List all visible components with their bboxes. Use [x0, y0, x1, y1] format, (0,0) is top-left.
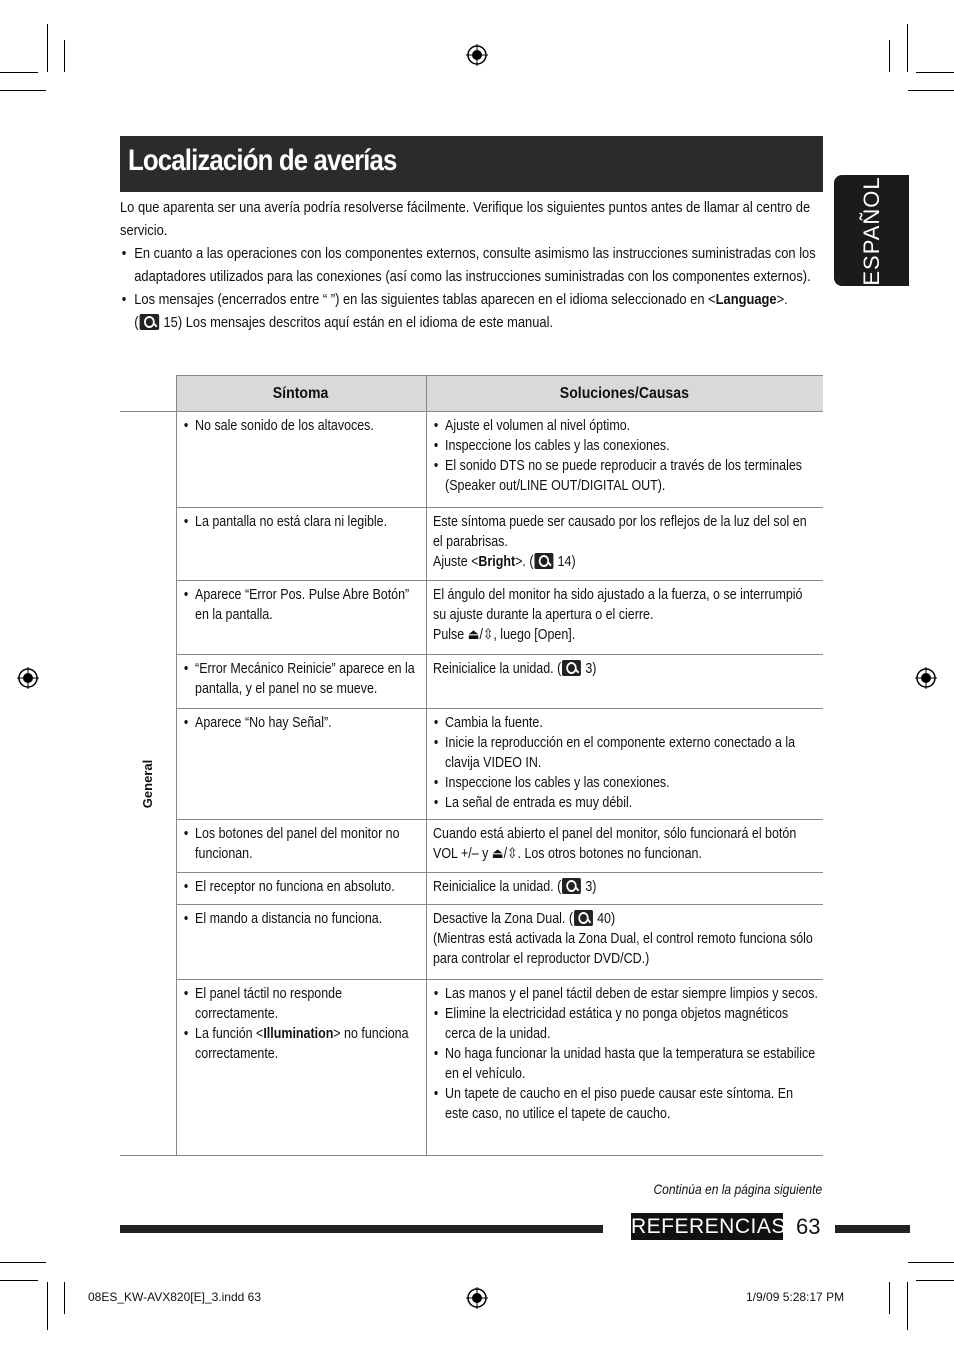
solution-cell — [426, 820, 823, 873]
symptom-item: • Los botones del panel del monitor no funcionan. — [195, 824, 421, 864]
bright-setting-name: Bright — [477, 554, 515, 570]
solution-item: • Inspeccione los cables y las conexiones. — [445, 773, 819, 793]
table-row — [120, 980, 823, 1156]
troubleshooting-table — [120, 375, 823, 1156]
solution-item: • Las manos y el panel táctil deben de estar siempre limpios y secos. — [445, 984, 819, 1004]
registration-mark-icon — [466, 44, 488, 66]
solution-cell — [426, 655, 823, 709]
section-label: REFERENCIAS — [631, 1215, 786, 1238]
solution-text: (Mientras está activada la Zona Dual, el control remoto funciona sólo para controlar el reproductor DVD/CD.) — [432, 931, 813, 967]
crop-mark — [907, 24, 908, 72]
intro-ref-open: ( — [134, 315, 139, 331]
crop-mark — [0, 90, 46, 91]
solution-text-part: Cuando está abierto el panel del monitor, sólo funcionará el botón VOL +/– y — [432, 826, 796, 862]
crop-mark — [0, 1280, 38, 1281]
solution-text-part: >. ( — [514, 554, 533, 570]
registration-mark-icon — [17, 667, 39, 689]
illumination-setting-name: Illumination — [262, 1026, 333, 1042]
page-reference-number: 3) — [584, 661, 596, 677]
crop-mark — [0, 72, 38, 73]
solution-text — [433, 877, 819, 897]
table-header-solution-label: Soluciones/Causas — [560, 384, 690, 402]
eject-tilt-icon: ⏏/⇳ — [467, 627, 493, 643]
solution-item: • Inspeccione los cables y las conexiones. — [445, 436, 819, 456]
solution-cell — [426, 581, 823, 655]
crop-mark — [889, 1282, 890, 1314]
solution-text — [433, 824, 819, 864]
symptom-cell — [176, 820, 426, 873]
solution-item: • La señal de entrada es muy débil. — [445, 793, 819, 813]
solution-text-part: . Los otros botones no funcionan. — [517, 846, 702, 862]
crop-mark — [64, 40, 65, 72]
symptom-text-part: La función < — [194, 1026, 263, 1042]
symptom-item: • Aparece “Error Pos. Pulse Abre Botón” en la pantalla. — [195, 585, 421, 625]
intro-section — [120, 197, 823, 335]
intro-bullet — [134, 243, 823, 289]
crop-mark — [916, 72, 954, 73]
table-row — [120, 655, 823, 709]
solution-item: • Cambia la fuente. — [445, 713, 819, 733]
category-cell — [120, 412, 176, 1156]
table-row — [120, 873, 823, 905]
language-tab-label: ESPAÑOL — [858, 175, 884, 286]
symptom-cell — [176, 873, 426, 905]
page-title: Localización de averías — [128, 144, 397, 177]
solution-text — [433, 552, 819, 572]
eject-tilt-icon: ⏏/⇳ — [491, 846, 518, 862]
intro-bullet — [134, 289, 823, 335]
crop-mark — [916, 1280, 954, 1281]
language-tab — [834, 175, 909, 286]
slug-timestamp: 1/9/09 5:28:17 PM — [746, 1290, 845, 1304]
solution-text — [433, 909, 819, 929]
solution-text-part: , luego [Open]. — [492, 627, 575, 643]
solution-item: • Un tapete de caucho en el piso puede causar este síntoma. En este caso, no utilice el tapete de caucho. — [445, 1084, 819, 1124]
page-reference-icon — [573, 910, 592, 926]
page-reference-icon — [534, 553, 553, 569]
solution-text — [433, 625, 819, 645]
solution-cell — [426, 412, 823, 508]
solution-text-part: Ajuste < — [432, 554, 478, 570]
symptom-item: • No sale sonido de los altavoces. — [195, 416, 421, 436]
intro-reference-text: 15) Los mensajes descritos aquí están en el idioma de este manual. — [163, 315, 554, 331]
table-row — [120, 581, 823, 655]
solution-cell — [426, 873, 823, 905]
symptom-cell — [176, 412, 426, 508]
symptom-cell — [176, 508, 426, 581]
title-bar — [120, 136, 823, 192]
crop-mark — [908, 1262, 954, 1263]
symptom-item: • Aparece “No hay Señal”. — [195, 713, 421, 733]
solution-text-part: Reinicialice la unidad. ( — [432, 661, 561, 677]
symptom-item — [195, 1024, 421, 1064]
symptom-cell — [176, 980, 426, 1156]
registration-mark-icon — [466, 1287, 488, 1309]
solution-item: • Inicie la reproducción en el componente externo conectado a la clavija VIDEO IN. — [445, 733, 819, 773]
crop-mark — [64, 1282, 65, 1314]
table-row — [120, 508, 823, 581]
intro-paragraph: Lo que aparenta ser una avería podría resolverse fácilmente. Verifique los siguientes puntos antes de llamar al centro de servicio. — [120, 200, 811, 239]
symptom-item: • El mando a distancia no funciona. — [195, 909, 421, 929]
crop-mark — [908, 90, 954, 91]
page-reference-number: 14) — [557, 554, 576, 570]
symptom-cell — [176, 709, 426, 820]
symptom-text-part: > no funciona correctamente. — [194, 1026, 409, 1062]
crop-mark — [0, 1262, 46, 1263]
solution-item: • No haga funcionar la unidad hasta que la temperatura se estabilice en el vehículo. — [445, 1044, 819, 1084]
page-reference-number: 3) — [584, 879, 596, 895]
symptom-item: • El receptor no funciona en absoluto. — [195, 877, 421, 897]
symptom-cell — [176, 655, 426, 709]
crop-mark — [907, 1282, 908, 1330]
page-reference-icon — [139, 314, 159, 330]
solution-text: El ángulo del monitor ha sido ajustado a la fuerza, o se interrumpió su ajuste durante la apertura o el cierre. — [432, 587, 802, 623]
table-header-symptom-label: Síntoma — [273, 384, 329, 402]
page-reference-number: 40) — [596, 911, 615, 927]
crop-mark — [47, 24, 48, 72]
registration-mark-icon — [915, 667, 937, 689]
slug-filename: 08ES_KW-AVX820[E]_3.indd 63 — [88, 1290, 262, 1304]
intro-list — [120, 243, 823, 335]
footer-rule — [835, 1225, 910, 1233]
table-header-blank — [120, 376, 176, 412]
solution-text: Este síntoma puede ser causado por los reflejos de la luz del sol en el parabrisas. — [432, 514, 807, 550]
language-setting-name: Language — [715, 292, 777, 308]
table-header-solution — [426, 376, 823, 412]
solution-text-part: Desactive la Zona Dual. ( — [432, 911, 573, 927]
solution-cell — [426, 709, 823, 820]
solution-cell — [426, 980, 823, 1156]
page-number: 63 — [796, 1214, 821, 1239]
solution-text — [433, 659, 819, 679]
symptom-item: • La pantalla no está clara ni legible. — [195, 512, 421, 532]
page-reference-icon — [562, 878, 581, 894]
solution-cell — [426, 508, 823, 581]
solution-item: • Elimine la electricidad estática y no ponga objetos magnéticos cerca de la unidad. — [445, 1004, 819, 1044]
symptom-cell — [176, 581, 426, 655]
crop-mark — [889, 40, 890, 72]
solution-cell — [426, 905, 823, 980]
intro-bullet-text: En cuanto a las operaciones con los componentes externos, consulte asimismo las instrucciones suministradas con los adaptadores utilizados para las conexiones (así como las instrucciones suministradas con los componentes externos). — [134, 246, 816, 285]
table-header-row — [120, 376, 823, 412]
intro-bullet-text: >. — [776, 292, 788, 308]
table-row — [120, 709, 823, 820]
category-label: General — [140, 759, 155, 808]
symptom-item: • El panel táctil no responde correctamente. — [195, 984, 421, 1024]
crop-mark — [47, 1282, 48, 1330]
footer-rule — [120, 1225, 603, 1233]
table-row — [120, 412, 823, 508]
solution-text-part: Reinicialice la unidad. ( — [432, 879, 561, 895]
symptom-cell — [176, 905, 426, 980]
solution-text-part: Pulse — [432, 627, 468, 643]
table-header-symptom — [176, 376, 426, 412]
table-row — [120, 820, 823, 873]
solution-item: • Ajuste el volumen al nivel óptimo. — [445, 416, 819, 436]
intro-bullet-text: Los mensajes (encerrados entre “ ”) en las siguientes tablas aparecen en el idioma seleccionado en < — [134, 292, 716, 308]
page-reference-icon — [562, 660, 581, 676]
solution-item: • El sonido DTS no se puede reproducir a través de los terminales (Speaker out/LINE OUT/DIGITAL OUT). — [445, 456, 819, 496]
continue-note: Continúa en la página siguiente — [653, 1181, 822, 1197]
symptom-item: • “Error Mecánico Reinicie” aparece en la pantalla, y el panel no se mueve. — [195, 659, 421, 699]
table-row — [120, 905, 823, 980]
